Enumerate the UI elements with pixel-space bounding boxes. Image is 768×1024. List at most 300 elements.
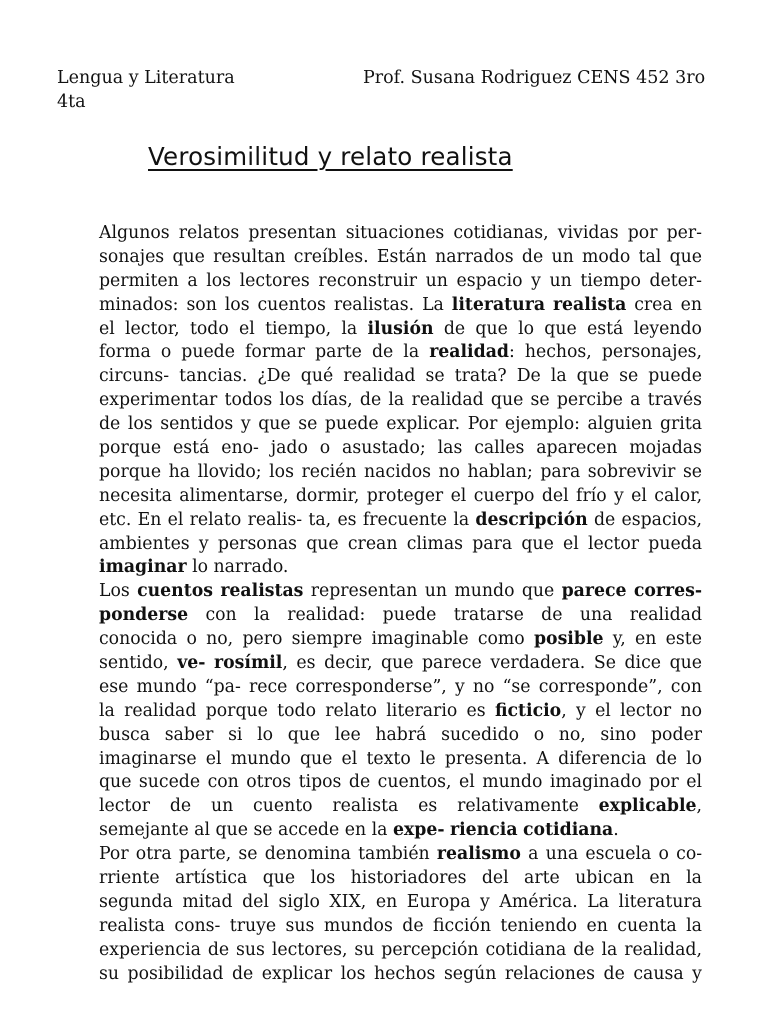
text-word: la xyxy=(254,605,270,626)
text-word: lectores, xyxy=(271,939,348,960)
text-word: historiadores xyxy=(350,868,467,889)
text-word: los xyxy=(224,294,250,315)
text-word: resultan xyxy=(213,246,286,267)
text-word: imaginable xyxy=(371,629,469,650)
text-word: se xyxy=(530,390,550,411)
text-word: situaciones xyxy=(345,223,445,243)
text-word: diferencia xyxy=(558,748,647,769)
text-word: los xyxy=(340,963,366,984)
text-word: nacidos xyxy=(364,461,431,482)
text-word: un xyxy=(424,581,448,602)
text-line xyxy=(99,700,702,724)
text-word: sonajes xyxy=(99,246,165,267)
text-line xyxy=(99,819,702,843)
text-word: también xyxy=(358,844,430,865)
text-word: lector xyxy=(99,796,151,817)
text-word: reconstruir xyxy=(318,270,418,291)
text-word: es xyxy=(337,509,357,530)
text-word: personajes, xyxy=(601,342,703,363)
text-word: presentan xyxy=(248,223,337,243)
bold-term: realidad xyxy=(429,342,509,363)
text-word: que xyxy=(521,581,555,602)
text-word: son xyxy=(186,294,217,315)
text-word: sucede xyxy=(138,772,201,793)
text-line xyxy=(99,341,702,365)
text-word: mundo xyxy=(136,676,197,697)
text-word: parte, xyxy=(178,844,232,865)
text-word: mundos xyxy=(323,915,393,936)
text-word: que xyxy=(490,390,524,411)
text-word: saber xyxy=(164,724,214,745)
text-word: denomina xyxy=(264,844,351,865)
text-word: todo xyxy=(277,700,316,721)
text-word: la xyxy=(686,868,702,889)
text-word: o xyxy=(186,629,197,650)
text-word: dice xyxy=(624,653,661,674)
text-word: porque xyxy=(99,461,162,482)
text-word: como xyxy=(477,629,525,650)
text-word: una xyxy=(545,844,579,865)
body-text xyxy=(99,222,702,987)
text-word: realista xyxy=(99,915,165,936)
grade-label: 4ta xyxy=(57,92,86,112)
text-word: por xyxy=(627,223,658,243)
text-word: que xyxy=(172,246,205,267)
text-word: presenta. xyxy=(444,748,528,769)
text-word: grita xyxy=(659,414,703,435)
text-line xyxy=(99,556,702,580)
text-word: que xyxy=(521,533,554,554)
text-word: realidad xyxy=(343,366,416,387)
text-word: etc. xyxy=(99,509,132,530)
text-word: parte xyxy=(315,342,362,363)
text-word: el xyxy=(459,772,475,793)
text-word: de xyxy=(603,963,625,984)
text-word: literatura xyxy=(618,891,702,912)
text-word: poder xyxy=(650,724,703,745)
text-word: que xyxy=(669,653,702,674)
text-word: lectores xyxy=(239,270,310,291)
text-line xyxy=(99,771,702,795)
text-word: sus xyxy=(236,939,265,960)
bold-term: explicable xyxy=(598,796,697,817)
text-word: si xyxy=(228,724,243,745)
text-word: de xyxy=(371,342,394,363)
text-word: ta, xyxy=(308,509,332,530)
text-word: de xyxy=(443,318,466,339)
text-word: imaginarse xyxy=(99,748,197,769)
text-word: parece xyxy=(422,653,482,674)
text-word: y xyxy=(198,533,209,554)
text-word: minados: xyxy=(99,294,179,315)
text-word: accede xyxy=(278,820,340,841)
bold-term: ficticio xyxy=(494,700,562,721)
text-word: siempre xyxy=(291,629,363,650)
text-word: realidad xyxy=(124,700,197,721)
text-word: asustado; xyxy=(342,438,426,459)
text-line xyxy=(99,843,702,867)
text-line xyxy=(99,389,702,413)
text-word: qué xyxy=(300,366,334,387)
text-word: verdadera. xyxy=(490,653,586,674)
text-word: la xyxy=(388,390,405,411)
bold-term: ilusión xyxy=(367,318,434,339)
text-word: Los xyxy=(99,581,130,602)
text-word: ficción xyxy=(433,915,491,936)
text-word: causa xyxy=(633,963,684,984)
text-word: con xyxy=(670,676,702,697)
text-word: dormir, xyxy=(295,485,360,506)
text-word: no xyxy=(472,676,495,697)
text-word: la xyxy=(550,366,567,387)
text-word: mundo xyxy=(482,772,543,793)
text-word: hechos xyxy=(373,963,436,984)
text-word: ejemplo: xyxy=(504,414,580,435)
text-word: o xyxy=(533,724,545,745)
text-word: corresponde”, xyxy=(538,676,663,697)
text-word: crean xyxy=(347,533,398,554)
bold-term: riencia xyxy=(450,820,518,841)
text-word: sucedido xyxy=(441,724,520,745)
text-word: otra xyxy=(135,844,172,865)
text-line xyxy=(99,365,702,389)
text-word: de xyxy=(521,246,544,267)
text-word: de xyxy=(231,963,254,984)
text-word: según xyxy=(443,963,497,984)
text-word: tiempo xyxy=(580,270,641,291)
text-word: XIX, xyxy=(329,891,367,912)
text-word: que xyxy=(99,772,132,793)
text-word: Algunos xyxy=(99,223,170,243)
bold-term: posible xyxy=(533,629,604,650)
text-word: circuns- xyxy=(99,366,170,387)
text-word: corresponderse”, xyxy=(295,676,447,697)
text-word: en xyxy=(344,820,367,841)
text-word: eno- xyxy=(221,438,259,459)
text-word: del xyxy=(481,868,509,889)
text-word: truye xyxy=(229,915,277,936)
text-word: porque xyxy=(99,438,162,459)
text-word: , xyxy=(696,796,703,817)
text-word: el xyxy=(563,533,579,554)
text-word: cuenta xyxy=(617,915,677,936)
bold-term: cotidiana xyxy=(523,820,614,841)
text-word: que xyxy=(544,318,577,339)
text-word: de xyxy=(207,939,230,960)
text-word: se xyxy=(619,366,639,387)
text-word: artística xyxy=(174,868,248,889)
text-word: se xyxy=(425,366,445,387)
text-line xyxy=(99,939,702,963)
text-line xyxy=(99,795,702,819)
text-word: de xyxy=(169,796,192,817)
text-word: sentidos xyxy=(160,414,234,435)
text-word: realista xyxy=(332,796,399,817)
header-course-block xyxy=(57,66,235,114)
text-word: y xyxy=(454,676,465,697)
text-word: través xyxy=(647,390,702,411)
text-word: es xyxy=(466,700,486,721)
bold-term: realistas xyxy=(220,581,304,602)
text-word: ubican xyxy=(575,868,635,889)
text-line xyxy=(99,246,702,270)
text-word: : xyxy=(508,342,515,363)
text-word: que xyxy=(262,868,296,889)
text-word: del xyxy=(242,891,269,912)
text-word: climas xyxy=(406,533,463,554)
course-name: Lengua y Literatura xyxy=(57,68,235,88)
text-line xyxy=(99,724,702,748)
text-word: crea xyxy=(634,294,673,315)
text-word: lo xyxy=(518,318,535,339)
text-word: realis- xyxy=(247,509,303,530)
text-word: el xyxy=(205,748,222,769)
text-word: realidad: xyxy=(287,605,366,626)
text-word: de xyxy=(99,414,121,435)
text-line xyxy=(99,222,702,246)
text-word: cotidiana xyxy=(485,939,567,960)
text-word: la xyxy=(601,939,618,960)
text-word: co- xyxy=(676,844,703,865)
text-word: deter- xyxy=(649,270,703,291)
text-word: el xyxy=(450,485,467,506)
text-word: un xyxy=(551,246,574,267)
text-word: pueda xyxy=(648,533,703,554)
text-word: o xyxy=(160,342,172,363)
text-word: escuela xyxy=(585,844,652,865)
text-word: es xyxy=(296,653,316,674)
text-word: mojadas xyxy=(629,438,702,459)
text-word: puede xyxy=(181,342,235,363)
bold-term: descripción xyxy=(475,509,588,530)
bold-term: ve- xyxy=(177,653,206,674)
text-word: decir, xyxy=(324,653,373,674)
document-title: Verosimilitud y relato realista xyxy=(148,142,513,171)
text-word: que xyxy=(306,533,339,554)
text-word: o xyxy=(319,438,331,459)
text-word: no xyxy=(680,700,703,721)
text-word: Por xyxy=(467,414,498,435)
text-word: cuento xyxy=(253,796,313,817)
text-line xyxy=(99,270,702,294)
text-word: al xyxy=(194,820,211,841)
text-word: el xyxy=(595,700,611,721)
text-word: creíbles. xyxy=(293,246,369,267)
text-word: puede xyxy=(648,366,702,387)
text-word: cuentos, xyxy=(377,772,452,793)
text-word: narrado. xyxy=(213,557,289,578)
text-word: relatos xyxy=(178,223,240,243)
text-word: mitad xyxy=(182,891,233,912)
text-word: realidad, xyxy=(624,939,702,960)
text-word: trata? xyxy=(454,366,507,387)
text-word: América. xyxy=(499,891,578,912)
text-word: cuerpo xyxy=(473,485,535,506)
text-word: literario xyxy=(386,700,458,721)
text-word: , xyxy=(282,653,288,674)
text-line xyxy=(99,294,702,318)
text-line xyxy=(99,604,702,628)
text-word: semejante xyxy=(99,820,189,841)
text-word: que xyxy=(299,748,333,769)
text-word: de xyxy=(573,939,595,960)
text-word: lector xyxy=(588,533,640,554)
text-word: está xyxy=(586,318,624,339)
text-word: y xyxy=(692,963,702,984)
text-word: lo xyxy=(192,557,208,578)
bold-term: ponderse xyxy=(99,605,189,626)
text-word: que xyxy=(381,653,414,674)
bold-term: parece xyxy=(561,581,627,602)
text-word: cons- xyxy=(174,915,221,936)
text-word: la xyxy=(341,318,358,339)
text-line xyxy=(99,891,702,915)
text-word: “se xyxy=(502,676,531,697)
text-word: se xyxy=(298,414,318,435)
text-word: y xyxy=(480,891,490,912)
text-word: calor, xyxy=(654,485,703,506)
text-word: tratarse xyxy=(453,605,524,626)
text-word: cuentos xyxy=(257,294,326,315)
text-word: su xyxy=(99,963,119,984)
text-word: frecuente xyxy=(362,509,448,530)
text-word: , xyxy=(561,700,567,721)
text-word: cotidianas, xyxy=(453,223,549,243)
text-word: de xyxy=(593,509,616,530)
text-word: a xyxy=(187,270,198,291)
text-word: de xyxy=(348,772,371,793)
text-word: de xyxy=(655,748,677,769)
text-word: no xyxy=(438,461,461,482)
text-word: una xyxy=(579,605,613,626)
text-word: ha xyxy=(168,461,191,482)
text-word: tiempo, xyxy=(265,318,332,339)
text-word: o xyxy=(658,844,669,865)
text-word: un xyxy=(549,270,572,291)
text-line xyxy=(99,867,702,891)
text-word: realidad xyxy=(411,390,484,411)
text-word: modo xyxy=(582,246,631,267)
text-word: permiten xyxy=(99,270,179,291)
text-word: frío xyxy=(576,485,607,506)
text-word: lo xyxy=(686,748,703,769)
text-word: percibe xyxy=(556,390,623,411)
text-word: la xyxy=(453,509,470,530)
text-word: puede xyxy=(324,414,379,435)
text-word: necesita xyxy=(99,485,172,506)
bold-term: cuentos xyxy=(137,581,213,602)
text-word: posibilidad xyxy=(127,963,224,984)
text-word: el xyxy=(167,509,184,530)
text-line xyxy=(99,652,702,676)
text-word: ¿De xyxy=(257,366,291,387)
text-word: del xyxy=(541,485,569,506)
text-word: experimentar xyxy=(99,390,218,411)
text-word: explicar xyxy=(261,963,333,984)
text-word: con xyxy=(207,772,239,793)
text-word: espacio xyxy=(456,270,523,291)
text-word: mundo xyxy=(454,581,515,602)
text-word: que xyxy=(215,820,248,841)
text-word: La xyxy=(587,891,610,912)
text-word: que xyxy=(576,366,610,387)
text-word: hechos, xyxy=(524,342,592,363)
text-word: en xyxy=(649,868,671,889)
text-word: sino xyxy=(600,724,637,745)
text-word: Están xyxy=(376,246,427,267)
text-word: hablan; xyxy=(467,461,533,482)
text-word: ese xyxy=(99,676,129,697)
text-word: días, xyxy=(311,390,353,411)
text-word: relato xyxy=(189,509,242,530)
text-word: porque xyxy=(205,700,268,721)
text-word: los xyxy=(127,414,153,435)
text-line xyxy=(99,628,702,652)
text-line xyxy=(99,318,702,342)
text-word: se xyxy=(253,820,273,841)
text-word: explicar. xyxy=(386,414,461,435)
text-line xyxy=(99,748,702,772)
text-word: por xyxy=(649,772,679,793)
text-word: mundo xyxy=(230,748,291,769)
text-word: los xyxy=(206,270,232,291)
text-word: el xyxy=(631,485,647,506)
text-line xyxy=(99,485,702,509)
text-word: segunda xyxy=(99,891,173,912)
text-word: tancias. xyxy=(179,366,248,387)
text-word: relativamente xyxy=(457,796,579,817)
text-word: y xyxy=(576,700,586,721)
text-word: las xyxy=(437,438,463,459)
text-word: tal xyxy=(638,246,662,267)
text-word: para xyxy=(472,533,513,554)
text-line xyxy=(99,413,702,437)
text-word: vividas xyxy=(557,223,619,243)
text-line xyxy=(99,676,702,700)
text-word: Se xyxy=(593,653,616,674)
text-word: este xyxy=(665,629,702,650)
text-word: narrados xyxy=(435,246,514,267)
bold-term: corres- xyxy=(633,581,702,602)
text-word: conocida xyxy=(99,629,178,650)
text-word: que xyxy=(669,246,703,267)
text-word: en xyxy=(586,915,608,936)
text-line xyxy=(99,437,702,461)
text-word: ambientes xyxy=(99,533,190,554)
text-word: la xyxy=(99,700,115,721)
text-word: en xyxy=(635,629,657,650)
text-word: la xyxy=(686,915,702,936)
text-word: imaginado xyxy=(549,772,642,793)
text-word: de xyxy=(541,605,563,626)
text-word: realistas. xyxy=(333,294,415,315)
text-word: relato xyxy=(325,700,377,721)
text-word: En xyxy=(137,509,162,530)
text-word: arte xyxy=(524,868,560,889)
text-word: La xyxy=(422,294,444,315)
text-word: otros xyxy=(246,772,292,793)
text-word: calles xyxy=(474,438,525,459)
text-word: “pa- xyxy=(204,676,241,697)
text-word: y xyxy=(531,270,541,291)
text-word: aparecen xyxy=(536,438,618,459)
text-word: el xyxy=(99,318,115,339)
text-word: en xyxy=(375,891,398,912)
text-word: sentido, xyxy=(99,653,169,674)
text-word: los xyxy=(269,461,294,482)
text-word: no, xyxy=(558,724,586,745)
text-word: un xyxy=(425,270,448,291)
